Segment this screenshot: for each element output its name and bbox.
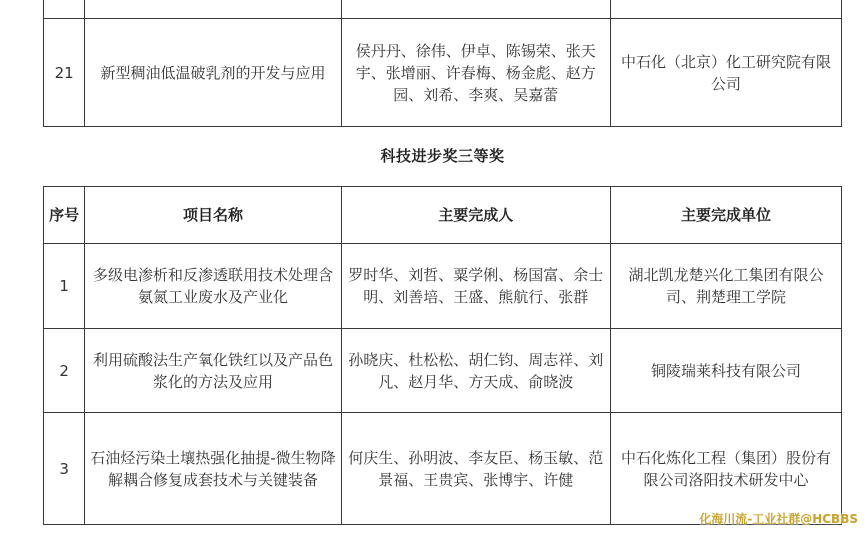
watermark: 化海川流-工业社群@HCBBS: [699, 512, 858, 526]
previous-award-table: [43, 0, 842, 127]
unit-cell: 铜陵瑞莱科技有限公司: [610, 329, 841, 413]
seq-cell: 1: [44, 244, 85, 329]
table-header-row: [44, 187, 842, 244]
unit-cell: 湖北凯龙楚兴化工集团有限公司、荆楚理工学院: [610, 244, 841, 329]
table-row: [44, 413, 842, 525]
header-seq: 序号: [44, 187, 85, 244]
header-project-name: 项目名称: [85, 187, 341, 244]
people-cell: 罗时华、刘哲、粟学俐、杨国富、余士明、刘善培、王盛、熊航行、张群: [341, 244, 610, 329]
header-people: 主要完成人: [341, 187, 610, 244]
project-name-cell: [85, 0, 341, 19]
third-prize-table: [43, 186, 842, 525]
unit-cell: [610, 0, 841, 19]
project-name-cell: 多级电渗析和反渗透联用技术处理含氨氮工业废水及产业化: [85, 244, 341, 329]
seq-cell: 2: [44, 329, 85, 413]
project-name-cell: 石油烃污染土壤热强化抽提-微生物降解耦合修复成套技术与关键装备: [85, 413, 341, 525]
table-row: [44, 0, 842, 19]
unit-cell: 中石化（北京）化工研究院有限公司: [610, 19, 841, 127]
seq-cell: 21: [44, 19, 85, 127]
seq-cell: [44, 0, 85, 19]
header-unit: 主要完成单位: [610, 187, 841, 244]
section-heading: 科技进步奖三等奖: [380, 147, 505, 165]
people-cell: 孙晓庆、杜松松、胡仁钧、周志祥、刘凡、赵月华、方天成、俞晓波: [341, 329, 610, 413]
table-row: [44, 329, 842, 413]
project-name-cell: 利用硫酸法生产氧化铁红以及产品色浆化的方法及应用: [85, 329, 341, 413]
table-row: [44, 244, 842, 329]
seq-cell: 3: [44, 413, 85, 525]
people-cell: 侯丹丹、徐伟、伊卓、陈锡荣、张天宇、张增丽、许春梅、杨金彪、赵方园、刘希、李爽、吴嘉蕾: [341, 19, 610, 127]
project-name-cell: 新型稠油低温破乳剂的开发与应用: [85, 19, 341, 127]
unit-cell: 中石化炼化工程（集团）股份有限公司洛阳技术研发中心: [610, 413, 841, 525]
table-row: [44, 19, 842, 127]
people-cell: [341, 0, 610, 19]
people-cell: 何庆生、孙明波、李友臣、杨玉敏、范景福、王贵宾、张博宇、许健: [341, 413, 610, 525]
